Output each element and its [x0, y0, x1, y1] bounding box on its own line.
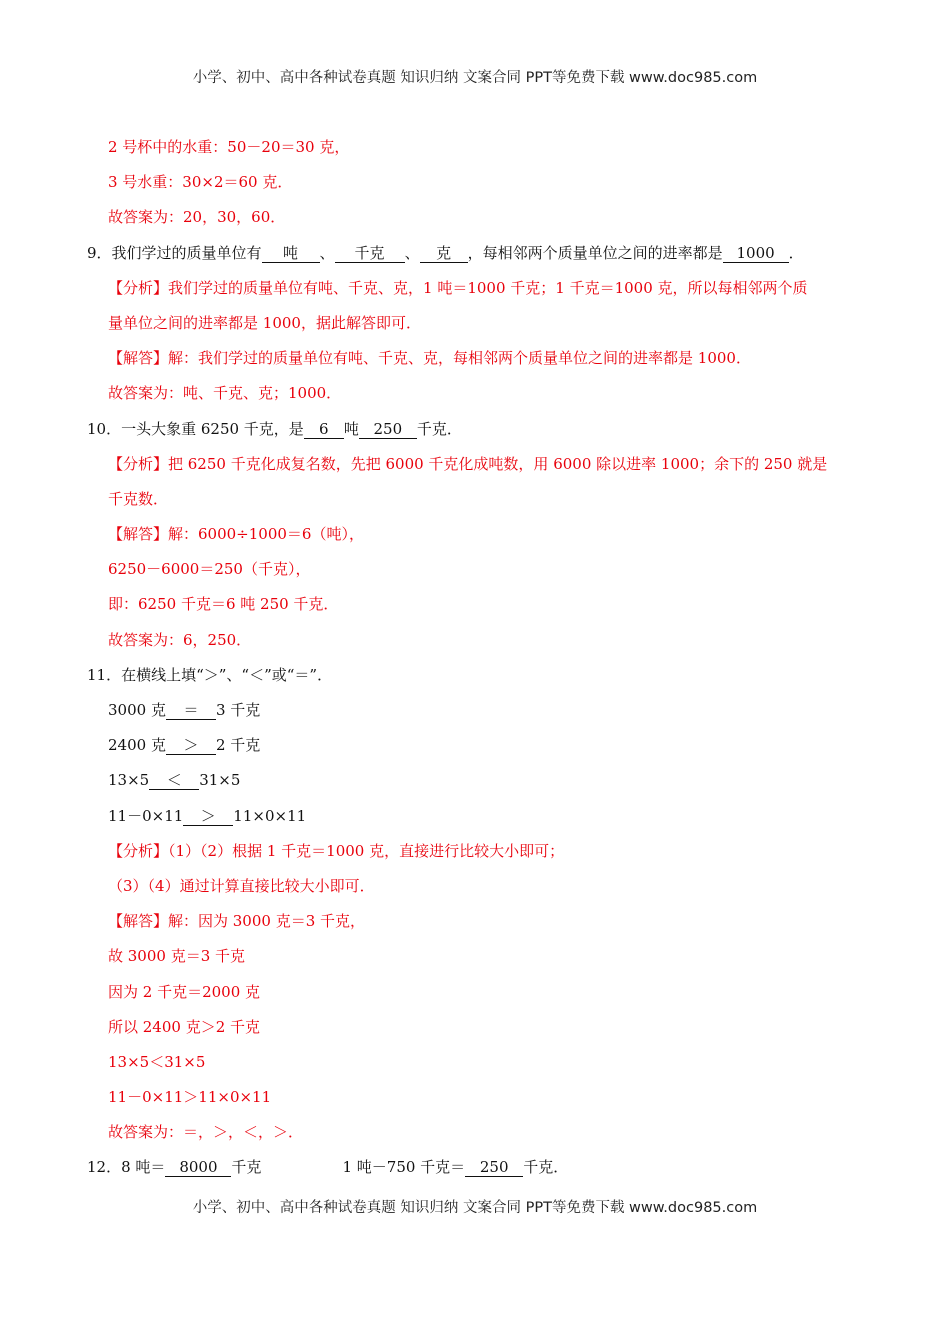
text-segment: ．: [788, 243, 804, 262]
answer-line: [0, 587, 950, 622]
answer-line: [0, 341, 950, 376]
answer-line: [0, 130, 950, 165]
answer-blank: 6: [304, 420, 344, 439]
text-segment: （3）（4）通过计算直接比较大小即可．: [108, 876, 375, 895]
text-segment: 量单位之间的进率都是 1000，据此解答即可．: [108, 313, 421, 332]
answer-line: [0, 552, 950, 587]
answer-blank: 250: [465, 1158, 523, 1177]
text-segment: 13×5: [108, 771, 150, 790]
text-segment: 13×5＜31×5: [108, 1052, 206, 1071]
text-segment: 千克数．: [108, 489, 169, 508]
text-segment: 吨: [343, 419, 359, 438]
question-line: [0, 236, 950, 271]
text-segment: 3000 克: [108, 701, 166, 719]
answer-blank: 8000: [165, 1158, 231, 1177]
text-segment: 2400 克: [108, 736, 166, 755]
question-line: [0, 412, 950, 447]
text-segment: ，每相邻两个质量单位之间的进率都是: [467, 243, 723, 262]
answer-blank: 克: [420, 244, 468, 263]
text-segment: 千克．: [523, 1158, 569, 1177]
answer-line: [0, 447, 950, 482]
text-segment: 因为 2 千克＝2000 克: [108, 982, 261, 1001]
document-body: [0, 130, 950, 1186]
answer-line: [0, 1080, 950, 1115]
text-segment: 故答案为：6，250．: [108, 630, 252, 649]
answer-blank: 吨: [262, 244, 320, 263]
text-segment: 故 3000 克＝3 千克: [108, 947, 246, 966]
question-line: [0, 799, 950, 834]
text-segment: 12．8 吨＝: [87, 1158, 166, 1177]
text-segment: 【分析】把 6250 千克化成复名数，先把 6000 千克化成吨数，用 6000 除以进率 1000；余下的 250 就是: [108, 454, 828, 473]
text-segment: 、: [319, 243, 335, 262]
text-segment: 【分析】我们学过的质量单位有吨、千克、克，1 吨＝1000 千克；1 千克＝1000 克，所以每相邻两个质: [108, 278, 808, 297]
text-segment: 10．一头大象重 6250 千克，是: [87, 419, 304, 438]
page-header: 小学、初中、高中各种试卷真题 知识归纳 文案合同 PPT等免费下载 www.doc985.com: [192, 70, 758, 86]
answer-blank: ＜: [149, 771, 199, 790]
answer-line: [0, 1115, 950, 1150]
answer-line: [0, 1045, 950, 1080]
answer-line: [0, 869, 950, 904]
answer-line: [0, 1010, 950, 1045]
text-segment: 故答案为：20，30，60．: [108, 208, 286, 227]
text-segment: 【解答】解：6000÷1000＝6（吨），: [108, 525, 364, 544]
text-segment: 故答案为：＝，＞，＜，＞．: [108, 1123, 304, 1142]
answer-line: [0, 904, 950, 939]
text-segment: 2 号杯中的水重：50－20＝30 克，: [108, 138, 350, 156]
text-segment: 千克．: [416, 419, 462, 438]
text-segment: 11－0×11: [108, 806, 184, 825]
text-segment: 9．我们学过的质量单位有: [87, 243, 262, 262]
text-segment: 【解答】解：因为 3000 克＝3 千克，: [108, 912, 366, 931]
answer-blank: 1000: [723, 244, 789, 263]
page-footer: 小学、初中、高中各种试卷真题 知识归纳 文案合同 PPT等免费下载 www.doc985.com: [192, 1200, 758, 1216]
answer-blank: ＝: [166, 701, 216, 720]
text-segment: 11－0×11＞11×0×11: [108, 1088, 272, 1107]
answer-line: [0, 834, 950, 869]
text-segment: 11×0×11: [233, 806, 307, 825]
question-line: [0, 658, 950, 693]
question-line: [0, 1150, 950, 1185]
text-segment: 【分析】（1）（2）根据 1 千克＝1000 克，直接进行比较大小即可；: [108, 841, 565, 860]
question-line: [0, 763, 950, 798]
answer-blank: 千克: [335, 244, 405, 263]
text-segment: 3 号水重：30×2＝60 克．: [108, 173, 293, 192]
text-segment: 2 千克: [215, 736, 261, 755]
question-line: [0, 693, 950, 728]
answer-blank: 250: [359, 420, 417, 439]
text-segment: 11．在横线上填“＞”、“＜”或“＝”．: [87, 665, 333, 684]
answer-blank: ＞: [166, 736, 216, 755]
answer-line: [0, 271, 950, 306]
text-segment: 31×5: [199, 771, 241, 790]
text-segment: 千克 1 吨－750 千克＝: [231, 1158, 466, 1177]
answer-line: [0, 482, 950, 517]
answer-line: [0, 975, 950, 1010]
answer-line: [0, 623, 950, 658]
text-segment: 【解答】解：我们学过的质量单位有吨、千克、克，每相邻两个质量单位之间的进率都是 1000．: [108, 349, 751, 368]
answer-line: [0, 517, 950, 552]
answer-line: [0, 939, 950, 974]
text-segment: 故答案为：吨、千克、克；1000．: [108, 384, 342, 403]
answer-line: [0, 165, 950, 200]
text-segment: 3 千克: [215, 701, 261, 719]
text-segment: 6250－6000＝250（千克），: [108, 560, 311, 579]
text-segment: 、: [404, 243, 420, 262]
question-line: [0, 728, 950, 763]
answer-blank: ＞: [183, 807, 233, 826]
answer-line: [0, 306, 950, 341]
text-segment: 即：6250 千克＝6 吨 250 千克．: [108, 595, 339, 614]
answer-line: [0, 376, 950, 411]
text-segment: 所以 2400 克＞2 千克: [108, 1017, 261, 1036]
answer-line: [0, 200, 950, 235]
